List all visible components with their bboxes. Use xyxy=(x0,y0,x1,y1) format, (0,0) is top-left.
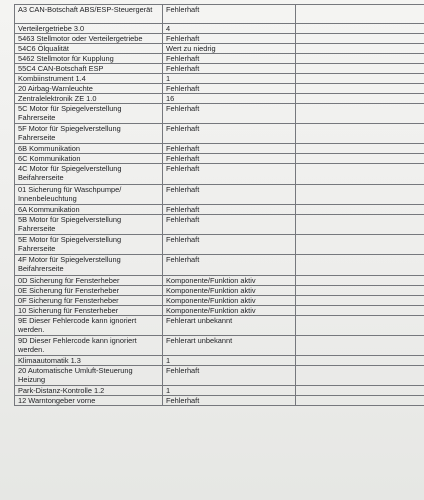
fault-description-cell: 20 Automatische Umluft-Steuerung Heizung xyxy=(15,366,163,386)
fault-status-cell: 4 xyxy=(163,24,296,34)
table-row xyxy=(15,336,424,356)
fault-status-cell: Komponente/Funktion aktiv xyxy=(163,296,296,306)
empty-cell xyxy=(296,356,424,366)
fault-status-cell: Fehlerhaft xyxy=(163,255,296,276)
table-row xyxy=(15,154,424,164)
fault-status-cell: Fehlerhaft xyxy=(163,144,296,154)
empty-cell xyxy=(296,5,424,24)
fault-description-cell: 5B Motor für Spiegelverstellung Fahrerseite xyxy=(15,215,163,235)
fault-status-cell: Fehlerhaft xyxy=(163,185,296,205)
table-row xyxy=(15,386,424,396)
table-row xyxy=(15,34,424,44)
fault-status-cell: Fehlerhaft xyxy=(163,235,296,255)
table-row xyxy=(15,54,424,64)
empty-cell xyxy=(296,24,424,34)
empty-cell xyxy=(296,44,424,54)
fault-status-cell: Fehlerart unbekannt xyxy=(163,316,296,336)
table-row xyxy=(15,316,424,336)
empty-cell xyxy=(296,205,424,215)
fault-description-cell: 55C4 CAN-Botschaft ESP xyxy=(15,64,163,74)
empty-cell xyxy=(296,306,424,316)
empty-cell xyxy=(296,84,424,94)
fault-status-cell: Komponente/Funktion aktiv xyxy=(163,286,296,296)
fault-description-cell: 5463 Stellmotor oder Verteilergetriebe xyxy=(15,34,163,44)
table-row xyxy=(15,205,424,215)
fault-description-cell: 5F Motor für Spiegelverstellung Fahrerseite xyxy=(15,124,163,144)
table-row xyxy=(15,306,424,316)
fault-description-cell: Zentralelektronik ZE 1.0 xyxy=(15,94,163,104)
fault-status-cell: 1 xyxy=(163,74,296,84)
fault-description-cell: 6B Kommunikation xyxy=(15,144,163,154)
fault-code-table xyxy=(14,4,424,406)
fault-description-cell: 0D Sicherung für Fensterheber xyxy=(15,276,163,286)
fault-description-cell: 0E Sicherung für Fensterheber xyxy=(15,286,163,296)
fault-status-cell: Fehlerart unbekannt xyxy=(163,336,296,356)
fault-description-cell: 5E Motor für Spiegelverstellung Fahrerseite xyxy=(15,235,163,255)
fault-status-cell: 1 xyxy=(163,386,296,396)
table-row xyxy=(15,74,424,84)
table-row xyxy=(15,144,424,154)
table-row xyxy=(15,64,424,74)
fault-status-cell: Fehlerhaft xyxy=(163,34,296,44)
empty-cell xyxy=(296,64,424,74)
fault-status-cell: Fehlerhaft xyxy=(163,54,296,64)
table-row xyxy=(15,366,424,386)
empty-cell xyxy=(296,54,424,64)
empty-cell xyxy=(296,185,424,205)
empty-cell xyxy=(296,255,424,276)
empty-cell xyxy=(296,124,424,144)
fault-status-cell: Fehlerhaft xyxy=(163,104,296,124)
table-row xyxy=(15,286,424,296)
fault-description-cell: 6C Kommunikation xyxy=(15,154,163,164)
fault-status-cell: Fehlerhaft xyxy=(163,124,296,144)
empty-cell xyxy=(296,34,424,44)
fault-description-cell: 0F Sicherung für Fensterheber xyxy=(15,296,163,306)
fault-description-cell: 12 Warntongeber vorne xyxy=(15,396,163,406)
empty-cell xyxy=(296,366,424,386)
empty-cell xyxy=(296,396,424,406)
fault-description-cell: 54C6 Ölqualität xyxy=(15,44,163,54)
fault-status-cell: Fehlerhaft xyxy=(163,84,296,94)
empty-cell xyxy=(296,154,424,164)
empty-cell xyxy=(296,286,424,296)
table-row xyxy=(15,296,424,306)
table-row xyxy=(15,185,424,205)
fault-description-cell: Park-Distanz-Kontrolle 1.2 xyxy=(15,386,163,396)
fault-status-cell: Komponente/Funktion aktiv xyxy=(163,276,296,286)
fault-status-cell: Fehlerhaft xyxy=(163,215,296,235)
fault-description-cell: 6A Kommunikation xyxy=(15,205,163,215)
table-row xyxy=(15,94,424,104)
table-row xyxy=(15,276,424,286)
empty-cell xyxy=(296,104,424,124)
fault-description-cell: A3 CAN-Botschaft ABS/ESP-Steuergerät xyxy=(15,5,163,24)
fault-status-cell: Fehlerhaft xyxy=(163,396,296,406)
fault-status-cell: 16 xyxy=(163,94,296,104)
fault-status-cell: Fehlerhaft xyxy=(163,154,296,164)
table-row xyxy=(15,5,424,24)
fault-description-cell: 20 Airbag-Warnleuchte xyxy=(15,84,163,94)
table-row xyxy=(15,255,424,276)
fault-description-cell: Kombiinstrument 1.4 xyxy=(15,74,163,84)
fault-status-cell: Fehlerhaft xyxy=(163,164,296,185)
fault-status-cell: Fehlerhaft xyxy=(163,64,296,74)
fault-status-cell: Wert zu niedrig xyxy=(163,44,296,54)
fault-status-cell: Fehlerhaft xyxy=(163,366,296,386)
fault-status-cell: Fehlerhaft xyxy=(163,5,296,24)
empty-cell xyxy=(296,296,424,306)
empty-cell xyxy=(296,316,424,336)
empty-cell xyxy=(296,74,424,84)
fault-description-cell: 4C Motor für Spiegelverstellung Beifahrerseite xyxy=(15,164,163,185)
empty-cell xyxy=(296,144,424,154)
table-row xyxy=(15,396,424,406)
empty-cell xyxy=(296,164,424,185)
empty-cell xyxy=(296,94,424,104)
table-row xyxy=(15,124,424,144)
fault-status-cell: Komponente/Funktion aktiv xyxy=(163,306,296,316)
fault-status-cell: Fehlerhaft xyxy=(163,205,296,215)
fault-description-cell: 9D Dieser Fehlercode kann ignoriert werden. xyxy=(15,336,163,356)
empty-cell xyxy=(296,215,424,235)
fault-description-cell: 5C Motor für Spiegelverstellung Fahrerseite xyxy=(15,104,163,124)
table-row xyxy=(15,84,424,94)
table-row xyxy=(15,235,424,255)
empty-cell xyxy=(296,235,424,255)
fault-description-cell: 4F Motor für Spiegelverstellung Beifahrerseite xyxy=(15,255,163,276)
fault-status-cell: 1 xyxy=(163,356,296,366)
empty-cell xyxy=(296,386,424,396)
empty-cell xyxy=(296,336,424,356)
table-row xyxy=(15,24,424,34)
fault-description-cell: 10 Sicherung für Fensterheber xyxy=(15,306,163,316)
table-row xyxy=(15,44,424,54)
table-row xyxy=(15,164,424,185)
fault-description-cell: 9E Dieser Fehlercode kann ignoriert werden. xyxy=(15,316,163,336)
table-row xyxy=(15,356,424,366)
fault-description-cell: 5462 Stellmotor für Kupplung xyxy=(15,54,163,64)
table-row xyxy=(15,215,424,235)
fault-description-cell: Klimaautomatik 1.3 xyxy=(15,356,163,366)
fault-description-cell: Verteilergetriebe 3.0 xyxy=(15,24,163,34)
fault-description-cell: 01 Sicherung für Waschpumpe/ Innenbeleuchtung xyxy=(15,185,163,205)
empty-cell xyxy=(296,276,424,286)
fault-code-table-body xyxy=(15,5,424,406)
table-row xyxy=(15,104,424,124)
